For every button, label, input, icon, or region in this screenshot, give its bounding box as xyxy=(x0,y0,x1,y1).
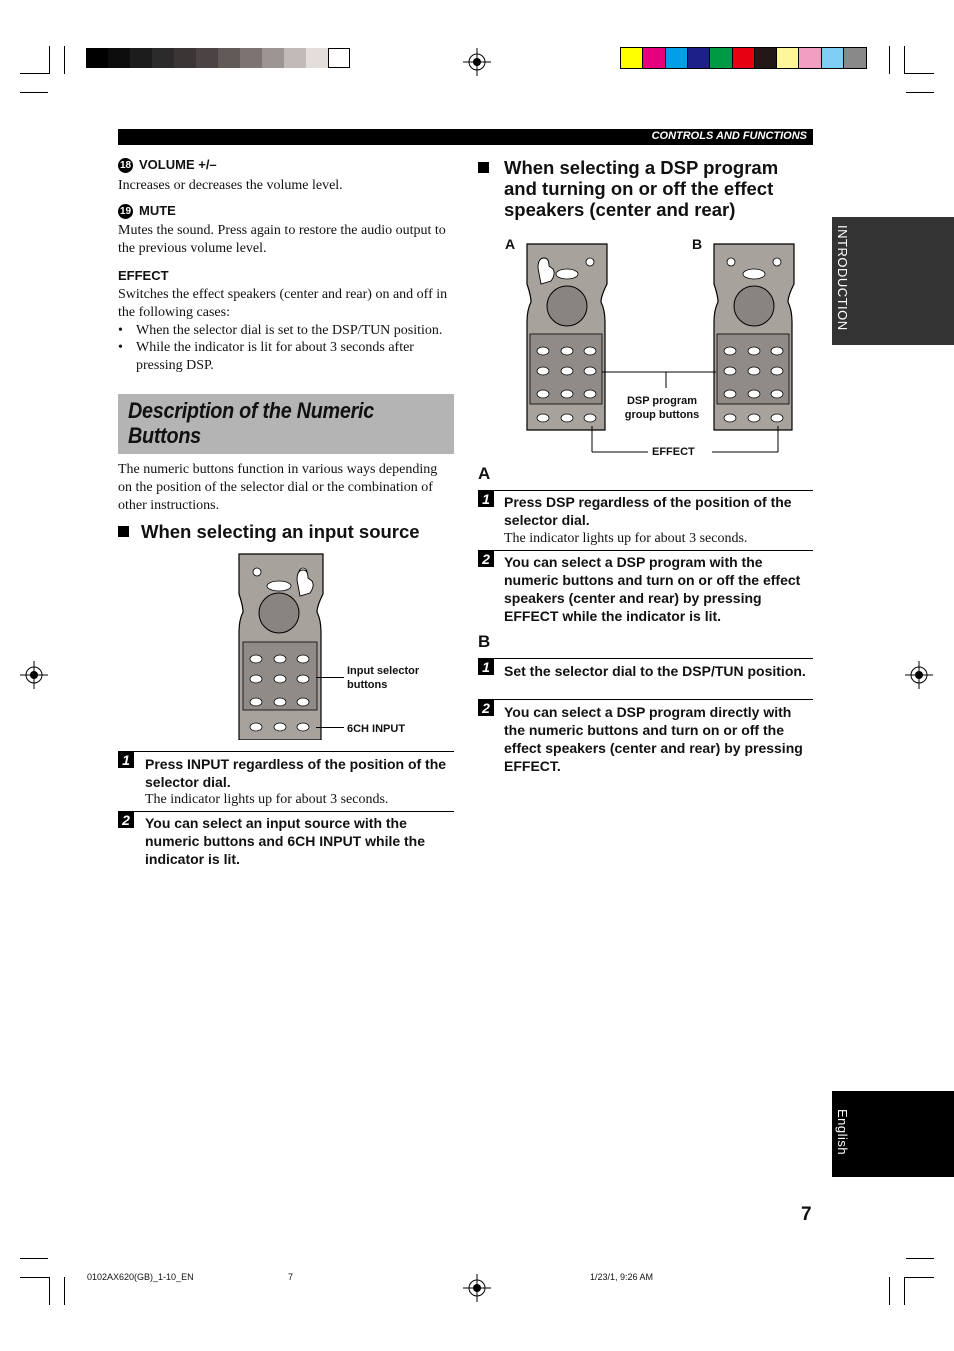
color-swatch xyxy=(822,48,844,68)
step-rule xyxy=(478,550,813,551)
section-heading-line: Description of the Numeric xyxy=(128,398,375,423)
effect-label: EFFECT xyxy=(652,446,695,458)
registration-target-icon xyxy=(463,48,491,76)
volume-heading xyxy=(118,157,217,173)
crop-mark xyxy=(49,1277,50,1305)
crop-mark xyxy=(904,46,905,74)
step-rule xyxy=(118,811,454,812)
crop-mark xyxy=(904,73,934,74)
section-heading xyxy=(128,398,374,448)
dsp-heading-text: When selecting a DSP program and turning on or off the effect speakers (center and rear) xyxy=(504,157,779,220)
color-swatch xyxy=(621,48,643,68)
square-bullet-icon xyxy=(478,162,489,173)
number-badge: 19 xyxy=(119,206,132,217)
page-number: 7 xyxy=(801,1204,812,1225)
number-badge: 18 xyxy=(119,160,132,171)
input-selector-label: Input selector buttons xyxy=(347,665,420,691)
crop-mark xyxy=(906,1258,934,1259)
gray-swatch xyxy=(218,48,240,68)
leader-line xyxy=(316,727,344,728)
gray-swatch xyxy=(86,48,108,68)
step-rule xyxy=(118,751,454,752)
square-bullet-icon xyxy=(118,526,129,537)
footer-timestamp: 1/23/1, 9:26 AM xyxy=(590,1272,654,1282)
crop-mark xyxy=(904,1277,905,1305)
crop-mark xyxy=(64,46,65,74)
step-note: The indicator lights up for about 3 seconds. xyxy=(145,792,389,807)
mute-title: MUTE xyxy=(139,203,176,218)
crop-mark xyxy=(889,46,890,74)
color-swatch xyxy=(710,48,732,68)
step-rule xyxy=(478,490,813,491)
effect-bullet-text: While the indicator is lit for about 3 seconds after pressing DSP. xyxy=(136,340,414,373)
volume-description: Increases or decreases the volume level. xyxy=(118,178,343,193)
crop-mark xyxy=(906,92,934,93)
crop-mark xyxy=(49,46,50,74)
gray-swatch xyxy=(284,48,306,68)
step-number: 1 xyxy=(478,659,494,675)
step-number: 2 xyxy=(478,551,494,567)
color-swatch xyxy=(666,48,688,68)
registration-target-icon xyxy=(463,1274,491,1302)
effect-heading: EFFECT xyxy=(118,268,169,283)
step-number: 2 xyxy=(118,812,134,828)
registration-target-icon xyxy=(905,661,933,689)
color-swatch xyxy=(844,48,866,68)
gray-swatch xyxy=(240,48,262,68)
step-text: Press INPUT regardless of the position of the selector dial. xyxy=(145,756,447,790)
dsp-group-label: DSP program group buttons xyxy=(624,395,700,421)
figure-label-a: A xyxy=(505,236,516,252)
crop-mark xyxy=(904,1277,934,1278)
volume-title: VOLUME +/– xyxy=(139,157,217,172)
step-text: You can select an input source with the numeric buttons and 6CH INPUT while the indicator is lit. xyxy=(145,815,426,867)
mute-heading xyxy=(118,203,176,219)
input-source-heading-text: When selecting an input source xyxy=(141,521,420,542)
effect-bullet: • While the indicator is lit for about 3 seconds after pressing DSP. xyxy=(118,339,454,375)
side-tab-introduction xyxy=(832,217,954,345)
section-heading-box xyxy=(118,394,454,454)
color-swatch xyxy=(777,48,799,68)
crop-mark xyxy=(20,1258,48,1259)
step-number: 1 xyxy=(478,491,494,507)
step-text: You can select a DSP program directly with the numeric buttons and turn on or off the effect speakers (center and rear) by pressing EFFECT. xyxy=(504,704,803,774)
step-note: The indicator lights up for about 3 seconds. xyxy=(504,531,748,546)
footer-page: 7 xyxy=(288,1272,294,1282)
remote-input-figure xyxy=(235,550,327,740)
6ch-input-label: 6CH INPUT xyxy=(347,723,406,735)
side-tab-english xyxy=(832,1091,954,1177)
color-swatch xyxy=(733,48,755,68)
leader-line xyxy=(316,677,344,678)
step-number: 2 xyxy=(478,700,494,716)
effect-bullet: • When the selector dial is set to the DSP/TUN position. xyxy=(118,322,458,340)
section-letter-a: A xyxy=(478,464,491,483)
step-rule xyxy=(478,658,813,659)
step-text: Press DSP regardless of the position of the selector dial. xyxy=(504,494,792,528)
crop-mark xyxy=(64,1277,65,1305)
color-swatch xyxy=(755,48,777,68)
gray-swatch xyxy=(130,48,152,68)
color-swatch xyxy=(799,48,821,68)
section-header-title: CONTROLS AND FUNCTIONS xyxy=(651,130,807,142)
effect-description: Switches the effect speakers (center and rear) on and off in the following cases: xyxy=(118,287,448,320)
side-tab-label: English xyxy=(835,1109,850,1156)
crop-mark xyxy=(20,73,50,74)
color-swatch xyxy=(688,48,710,68)
gray-swatch xyxy=(262,48,284,68)
side-tab-label: INTRODUCTION xyxy=(835,225,850,331)
crop-mark xyxy=(889,1277,890,1305)
footer-filename: 0102AX620(GB)_1-10_EN xyxy=(87,1272,194,1282)
section-letter-b: B xyxy=(478,632,491,651)
step-rule xyxy=(478,699,813,700)
numeric-intro: The numeric buttons function in various ways depending on the position of the selector dial or the combination of other instructions. xyxy=(118,462,438,513)
gray-swatch xyxy=(152,48,174,68)
dsp-heading xyxy=(478,157,798,220)
figure-label-b: B xyxy=(692,236,703,252)
mute-description: Mutes the sound. Press again to restore the audio output to the previous volume level. xyxy=(118,223,446,256)
input-source-heading xyxy=(118,521,458,542)
gray-swatch xyxy=(108,48,130,68)
gray-swatch xyxy=(174,48,196,68)
crop-mark xyxy=(20,1277,50,1278)
step-number: 1 xyxy=(118,752,134,768)
effect-bullet-text: When the selector dial is set to the DSP/TUN position. xyxy=(136,323,443,338)
section-heading-line: Buttons xyxy=(128,423,201,448)
registration-target-icon xyxy=(20,661,48,689)
gray-swatch xyxy=(196,48,218,68)
color-swatch xyxy=(643,48,665,68)
gray-swatch xyxy=(306,48,328,68)
step-text: You can select a DSP program with the numeric buttons and turn on or off the effect speakers (center and rear) by pressing EFFECT while the indicator is lit. xyxy=(504,554,801,624)
step-text: Set the selector dial to the DSP/TUN position. xyxy=(504,663,806,679)
gray-swatch xyxy=(328,48,350,68)
section-header-bar xyxy=(118,129,813,145)
crop-mark xyxy=(20,92,48,93)
